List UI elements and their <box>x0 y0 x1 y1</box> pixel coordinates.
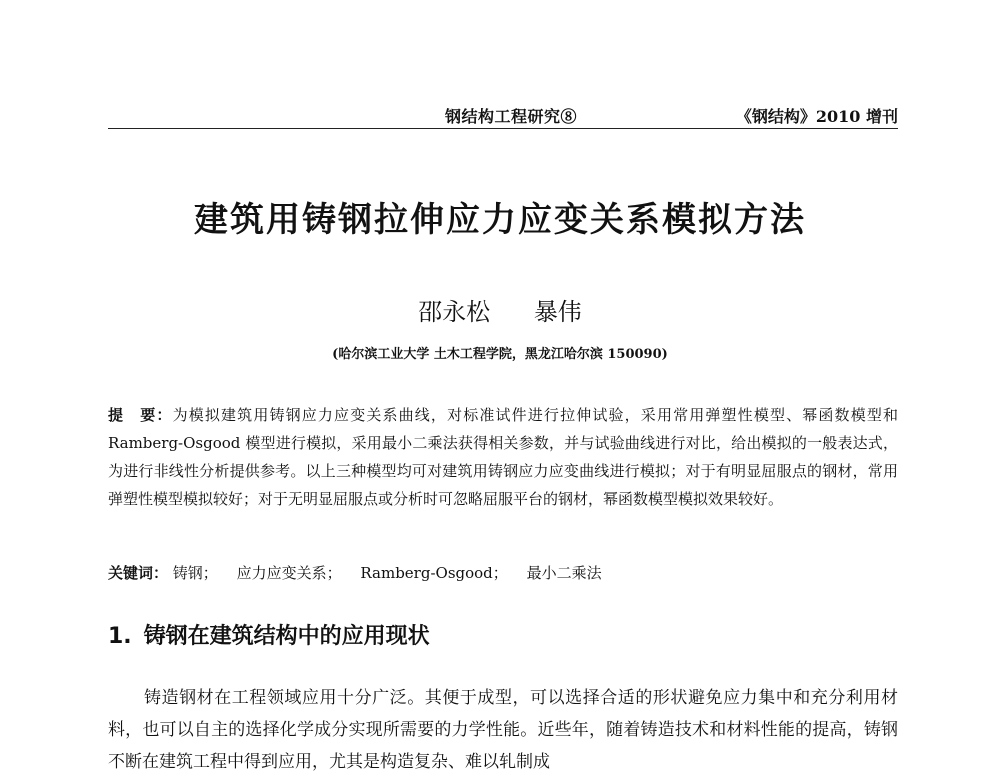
body-paragraph: 铸造钢材在工程领域应用十分广泛。其便于成型，可以选择合适的形状避免应力集中和充分利用材料，也可以自主的选择化学成分实现所需要的力学性能。近些年，随着铸造技术和材料性能的提高，铸钢不断在建筑工程中得到应用，尤其是构造复杂、难以轧制成 <box>108 688 898 772</box>
journal-section-label: 钢结构工程研究⑧ <box>445 107 578 126</box>
section-title: 铸钢在建筑结构中的应用现状 <box>143 624 430 649</box>
keyword: 最小二乘法 <box>526 564 602 582</box>
keywords-label: 关键词： <box>108 564 169 582</box>
keyword: 应力应变关系； <box>236 564 342 582</box>
author-affiliation: (哈尔滨工业大学 土木工程学院，黑龙江哈尔滨 150090) <box>332 347 668 362</box>
abstract-text: 为模拟建筑用铸钢应力应变关系曲线，对标准试件进行拉伸试验，采用常用弹塑性模型、幂函数模型和 Ramberg-Osgood 模型进行模拟，采用最小二乘法获得相关参数，并与试验曲线进行对比，给出模拟的一般表达式，为进行非线性分析提供参考。以上三种模型均可对建筑用铸钢应力应变曲线进行模拟；对于有明显屈服点的钢材，常用弹塑性模型模拟较好；对于无明显屈服点或分析时可忽略屈服平台的钢材，幂函数模型模拟效果较好。 <box>108 406 898 508</box>
paper-title: 建筑用铸钢拉伸应力应变关系模拟方法 <box>194 200 806 240</box>
journal-issue-label: 《钢结构》2010 增刊 <box>735 107 898 126</box>
keyword: Ramberg-Osgood； <box>360 564 508 582</box>
abstract <box>108 401 898 513</box>
abstract-label: 提 要： <box>108 406 173 424</box>
section-number: 1. <box>108 624 132 649</box>
author-name: 暴伟 <box>533 298 582 326</box>
keywords <box>108 561 898 585</box>
keyword: 铸钢； <box>172 564 218 582</box>
running-header <box>108 104 898 129</box>
section-heading <box>108 619 898 650</box>
author-name: 邵永松 <box>418 298 491 326</box>
author-list <box>0 292 1000 327</box>
